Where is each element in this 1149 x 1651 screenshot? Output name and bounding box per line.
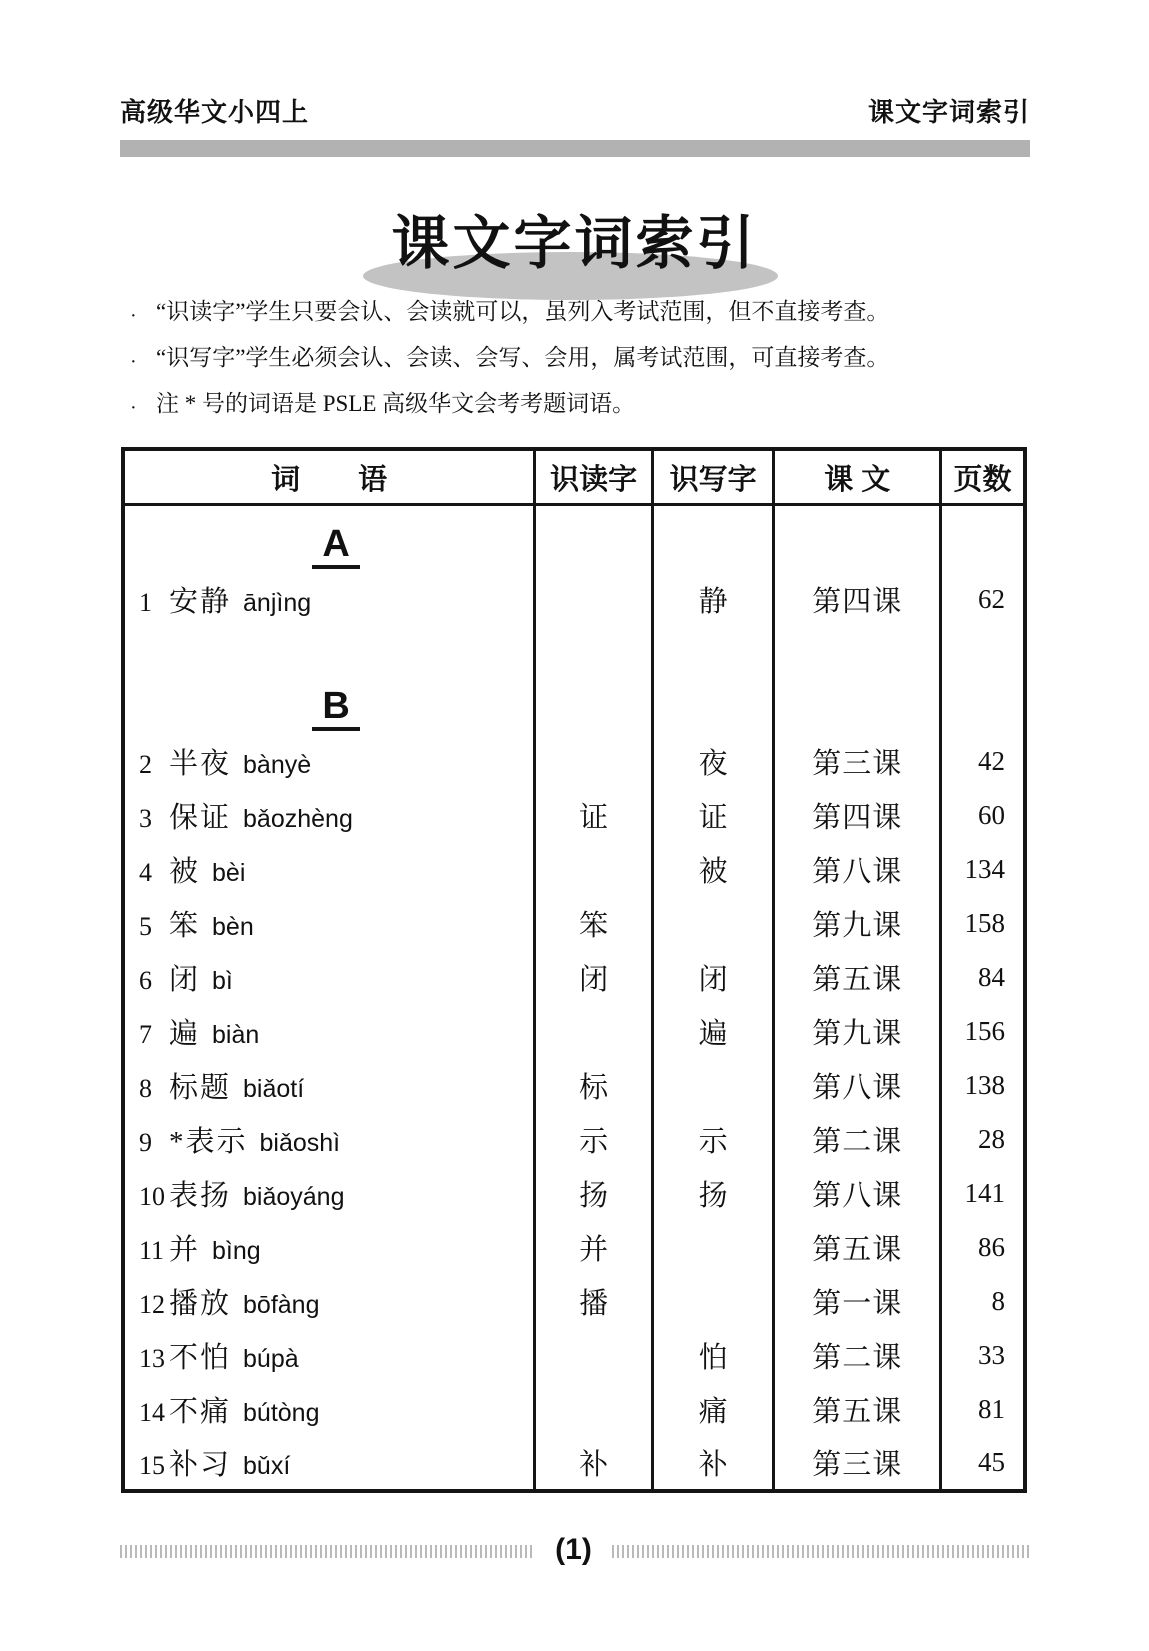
word-text: 不痛 (169, 1396, 232, 1428)
word-index-table (121, 447, 1027, 1493)
page-cell: 8 (991, 1286, 1005, 1316)
word-cell (123, 573, 535, 627)
write-char-cell: 遍 (652, 1005, 774, 1059)
read-char-cell: 扬 (535, 1167, 653, 1221)
running-header (120, 92, 1030, 126)
section-letter-b: B (139, 687, 533, 735)
read-char-cell: 标 (535, 1059, 653, 1113)
col-header-read: 识读字 (535, 449, 653, 505)
pinyin-text: biàn (212, 1021, 260, 1049)
row-number: 10 (139, 1182, 165, 1211)
write-char-cell: 示 (652, 1113, 774, 1167)
lesson-cell: 第四课 (774, 573, 941, 627)
note-item (128, 342, 1028, 388)
row-number: 9 (139, 1128, 152, 1157)
write-char-cell (652, 1221, 774, 1275)
table-row (123, 1275, 1025, 1329)
write-char-cell: 扬 (652, 1167, 774, 1221)
word-text: 并 (169, 1234, 201, 1266)
word-cell (123, 1167, 535, 1221)
read-char-cell: 闭 (535, 951, 653, 1005)
notes-list (128, 296, 1028, 434)
write-char-cell: 夜 (652, 735, 774, 789)
word-text: 不怕 (169, 1342, 232, 1374)
pinyin-text: bōfàng (243, 1291, 320, 1319)
word-text: 安静 (169, 586, 232, 618)
word-text: 被 (169, 856, 201, 888)
lesson-cell: 第五课 (774, 1383, 941, 1437)
row-number: 4 (139, 858, 152, 887)
col-header-lesson: 课 文 (774, 449, 941, 505)
bullet-icon: · (130, 397, 137, 419)
page-cell: 42 (978, 746, 1005, 776)
pinyin-text: biǎotí (243, 1075, 305, 1103)
chapter-title: 课文字词索引 (867, 97, 1030, 127)
section-header-b (123, 627, 1025, 735)
footer-page-number: (1) (555, 1533, 592, 1566)
note-text: 注 * 号的词语是 PSLE 高级华文会考考题词语。 (156, 391, 636, 416)
word-cell (123, 1275, 535, 1329)
table-row (123, 735, 1025, 789)
row-number: 15 (139, 1451, 165, 1480)
pinyin-text: biǎoshì (259, 1129, 341, 1157)
page-cell: 134 (964, 854, 1005, 884)
read-char-cell (535, 1329, 653, 1383)
page-cell: 84 (978, 962, 1005, 992)
table-row (123, 1113, 1025, 1167)
table-row (123, 573, 1025, 627)
section-letter-a: A (139, 525, 533, 573)
row-number: 13 (139, 1344, 165, 1373)
page-cell: 62 (978, 584, 1005, 614)
word-text: *表示 (169, 1126, 248, 1158)
table-row (123, 1059, 1025, 1113)
pinyin-text: bì (212, 967, 233, 995)
word-cell (123, 1329, 535, 1383)
note-text: “识写字”学生必须会认、会读、会写、会用，属考试范围，可直接考查。 (156, 345, 890, 370)
bullet-icon: · (130, 305, 137, 327)
word-text: 半夜 (169, 748, 232, 780)
read-char-cell: 补 (535, 1437, 653, 1491)
write-char-cell (652, 1059, 774, 1113)
read-char-cell: 证 (535, 789, 653, 843)
page-cell: 158 (964, 908, 1005, 938)
read-char-cell (535, 1005, 653, 1059)
read-char-cell (535, 1383, 653, 1437)
word-text: 保证 (169, 802, 232, 834)
pinyin-text: biǎoyáng (243, 1183, 345, 1211)
lesson-cell: 第二课 (774, 1329, 941, 1383)
row-number: 5 (139, 912, 152, 941)
table-row (123, 789, 1025, 843)
read-char-cell (535, 735, 653, 789)
table-row (123, 897, 1025, 951)
read-char-cell: 笨 (535, 897, 653, 951)
header-divider-bar (120, 140, 1030, 157)
write-char-cell: 闭 (652, 951, 774, 1005)
table-row (123, 1005, 1025, 1059)
word-cell (123, 1383, 535, 1437)
word-cell (123, 1113, 535, 1167)
page-cell: 45 (978, 1447, 1005, 1477)
table-row (123, 1329, 1025, 1383)
word-text: 闭 (169, 964, 201, 996)
page-cell: 81 (978, 1394, 1005, 1424)
word-cell (123, 735, 535, 789)
pinyin-text: bìng (212, 1237, 261, 1265)
lesson-cell: 第三课 (774, 1437, 941, 1491)
word-text: 遍 (169, 1018, 201, 1050)
write-char-cell: 证 (652, 789, 774, 843)
write-char-cell: 静 (652, 573, 774, 627)
table-row (123, 1383, 1025, 1437)
write-char-cell (652, 897, 774, 951)
read-char-cell (535, 573, 653, 627)
write-char-cell: 怕 (652, 1329, 774, 1383)
lesson-cell: 第一课 (774, 1275, 941, 1329)
table-row (123, 1167, 1025, 1221)
lesson-cell: 第八课 (774, 1167, 941, 1221)
page-cell: 28 (978, 1124, 1005, 1154)
lesson-cell: 第九课 (774, 897, 941, 951)
word-cell (123, 1437, 535, 1491)
page-footer (0, 1533, 1149, 1573)
word-cell (123, 1221, 535, 1275)
write-char-cell: 补 (652, 1437, 774, 1491)
pinyin-text: bànyè (243, 751, 312, 779)
row-number: 3 (139, 804, 152, 833)
pinyin-text: bǔxí (243, 1452, 291, 1480)
write-char-cell (652, 1275, 774, 1329)
lesson-cell: 第三课 (774, 735, 941, 789)
lesson-cell: 第八课 (774, 843, 941, 897)
word-cell (123, 1059, 535, 1113)
read-char-cell: 并 (535, 1221, 653, 1275)
page-cell: 33 (978, 1340, 1005, 1370)
read-char-cell: 播 (535, 1275, 653, 1329)
lesson-cell: 第九课 (774, 1005, 941, 1059)
col-header-word: 词 语 (123, 449, 535, 505)
table-header-row (123, 449, 1025, 505)
row-number: 12 (139, 1290, 165, 1319)
col-header-write: 识写字 (652, 449, 774, 505)
book-title: 高级华文小四上 (120, 97, 310, 127)
table-row (123, 951, 1025, 1005)
pinyin-text: bǎozhèng (243, 805, 353, 833)
col-header-page: 页数 (941, 449, 1025, 505)
word-cell (123, 897, 535, 951)
word-text: 笨 (169, 910, 201, 942)
pinyin-text: bútòng (243, 1399, 320, 1427)
word-text: 标题 (169, 1072, 232, 1104)
lesson-cell: 第四课 (774, 789, 941, 843)
word-cell (123, 789, 535, 843)
page-cell: 141 (964, 1178, 1005, 1208)
word-text: 补习 (169, 1449, 232, 1481)
table-row (123, 1437, 1025, 1491)
row-number: 2 (139, 750, 152, 779)
pinyin-text: bèn (212, 913, 254, 941)
read-char-cell: 示 (535, 1113, 653, 1167)
footer-hatch-right (612, 1545, 1031, 1558)
read-char-cell (535, 843, 653, 897)
row-number: 11 (139, 1236, 165, 1265)
bullet-icon: · (130, 351, 137, 373)
table-row (123, 1221, 1025, 1275)
pinyin-text: búpà (243, 1345, 299, 1373)
lesson-cell: 第八课 (774, 1059, 941, 1113)
page-cell: 156 (964, 1016, 1005, 1046)
word-text: 表扬 (169, 1180, 232, 1212)
write-char-cell: 被 (652, 843, 774, 897)
row-number: 8 (139, 1074, 152, 1103)
lesson-cell: 第二课 (774, 1113, 941, 1167)
word-cell (123, 951, 535, 1005)
write-char-cell: 痛 (652, 1383, 774, 1437)
page-cell: 86 (978, 1232, 1005, 1262)
pinyin-text: ānjìng (243, 589, 312, 617)
pinyin-text: bèi (212, 859, 246, 887)
page-cell: 60 (978, 800, 1005, 830)
lesson-cell: 第五课 (774, 951, 941, 1005)
row-number: 7 (139, 1020, 152, 1049)
row-number: 14 (139, 1398, 165, 1427)
row-number: 1 (139, 588, 152, 617)
note-text: “识读字”学生只要会认、会读就可以，虽列入考试范围，但不直接考查。 (156, 299, 890, 324)
word-text: 播放 (169, 1288, 232, 1320)
note-item (128, 388, 1028, 434)
page-title: 课文字词索引 (391, 211, 758, 276)
title-block (0, 190, 1149, 310)
page-cell: 138 (964, 1070, 1005, 1100)
section-header-a (123, 505, 1025, 573)
word-cell (123, 843, 535, 897)
word-cell (123, 1005, 535, 1059)
table-row (123, 843, 1025, 897)
footer-hatch-left (120, 1545, 535, 1558)
lesson-cell: 第五课 (774, 1221, 941, 1275)
note-item (128, 296, 1028, 342)
row-number: 6 (139, 966, 152, 995)
